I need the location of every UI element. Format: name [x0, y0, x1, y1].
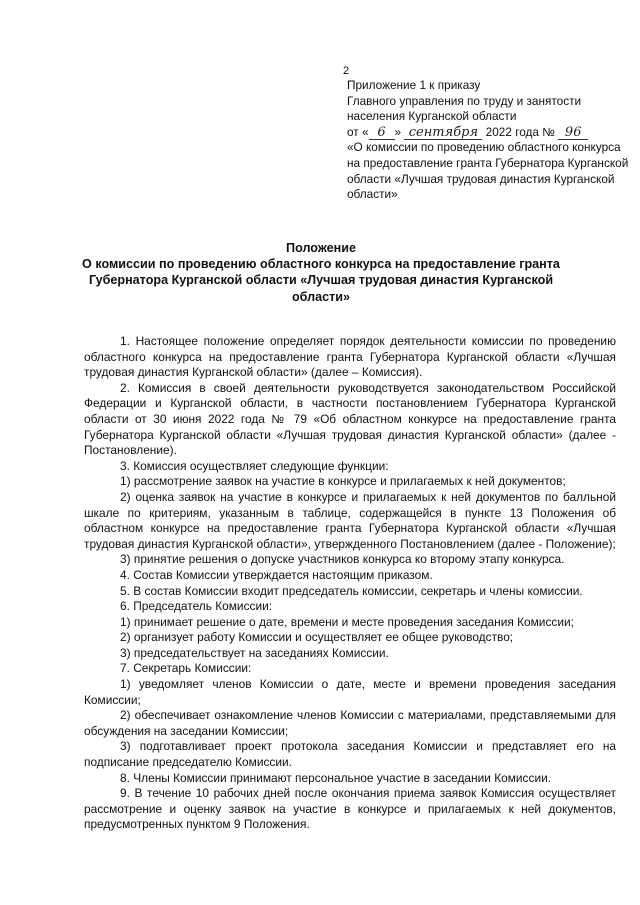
paragraph: 6. Председатель Комиссии:	[120, 599, 273, 614]
paragraph: 5. В состав Комиссии входит председатель комиссии, секретарь и члены комиссии.	[120, 583, 583, 598]
paragraph: 1. Настоящее положение определяет порядок деятельности комиссии по проведению областного конкурса на предоставление гранта Губернатора Курганской области «Лучшая трудовая династия Курганской области» (далее – Комиссия).	[84, 334, 616, 380]
paragraph: 2. Комиссия в своей деятельности руководствуется законодательством Российской Федерации и Курганской области, в частности постановлением Губернатора Курганской области от 30 июня 2022 года № 79 «Об областном конкурсе на предоставление гранта Губернатора Курганской области «Лучшая трудовая династия Курганской области» (далее - Постановление).	[84, 380, 616, 458]
annex-line-3: населения Курганской области	[347, 109, 517, 124]
date-month-handwritten: сентября	[404, 127, 482, 140]
paragraph: 8. Члены Комиссии принимают персональное участие в заседании Комиссии.	[120, 770, 552, 785]
paragraph: 4. Состав Комиссии утверждается настоящим приказом.	[120, 567, 433, 582]
annex-header	[347, 78, 632, 203]
paragraph: 2) обеспечивает ознакомление членов Комиссии с материалами, представляемыми для обсуждения на заседании Комиссии;	[84, 708, 616, 738]
date-year: 2022 года №	[485, 124, 555, 139]
paragraph: 2) организует работу Комиссии и осуществляет ее общее руководство;	[120, 630, 514, 645]
date-mid: »	[394, 124, 402, 139]
paragraph: 9. В течение 10 рабочих дней после окончания приема заявок Комиссия осуществляет рассмотрение и оценку заявок на участие в конкурсе и прилагаемых к ней документов, предусмотренных пунктом 9 Положения.	[84, 786, 616, 832]
document-title	[70, 240, 572, 305]
document-body	[84, 334, 616, 833]
annex-line-1: Приложение 1 к приказу	[347, 78, 481, 92]
date-day-handwritten: 6	[369, 127, 395, 140]
paragraph: 1) принимает решение о дате, времени и месте проведения заседания Комиссии;	[120, 614, 574, 629]
paragraph: 3) подготавливает проект протокола заседания Комиссии и представляет его на подписание председателю Комиссии.	[84, 739, 616, 770]
date-prefix: от «	[347, 124, 369, 139]
order-number-handwritten: 96	[558, 127, 588, 140]
paragraph: 7. Секретарь Комиссии:	[120, 661, 252, 676]
paragraph: 3) председательствует на заседаниях Комиссии.	[120, 645, 389, 660]
paragraph: 1) уведомляет членов Комиссии о дате, месте и времени проведения заседания Комиссии;	[84, 677, 616, 707]
title-heading: Положение	[286, 241, 356, 255]
page-number: 2	[343, 65, 350, 77]
annex-subject: «О комиссии по проведению областного конкурса на предоставление гранта Губернатора Курганской области «Лучшая трудовая династия Курганской области»	[347, 140, 629, 202]
annex-date-line	[347, 125, 632, 141]
paragraph: 3) принятие решения о допуске участников конкурса ко второму этапу конкурса.	[120, 552, 565, 567]
paragraph: 3. Комиссия осуществляет следующие функции:	[120, 458, 389, 473]
annex-line-2: Главного управления по труду и занятости	[347, 93, 582, 108]
paragraph: 2) оценка заявок на участие в конкурсе и прилагаемых к ней документов по балльной шкале по критериям, указанным в таблице, содержащейся в пункте 13 Положения об областном конкурсе на предоставление гранта Губернатора Курганской области «Лучшая трудовая династия Курганской области», утвержденного Постановлением (далее - Положение);	[84, 489, 616, 551]
title-subject: О комиссии по проведению областного конкурса на предоставление гранта Губернатора Курганской области «Лучшая трудовая династия Курганской области»	[82, 257, 560, 304]
paragraph: 1) рассмотрение заявок на участие в конкурсе и прилагаемых к ней документов;	[120, 474, 566, 489]
